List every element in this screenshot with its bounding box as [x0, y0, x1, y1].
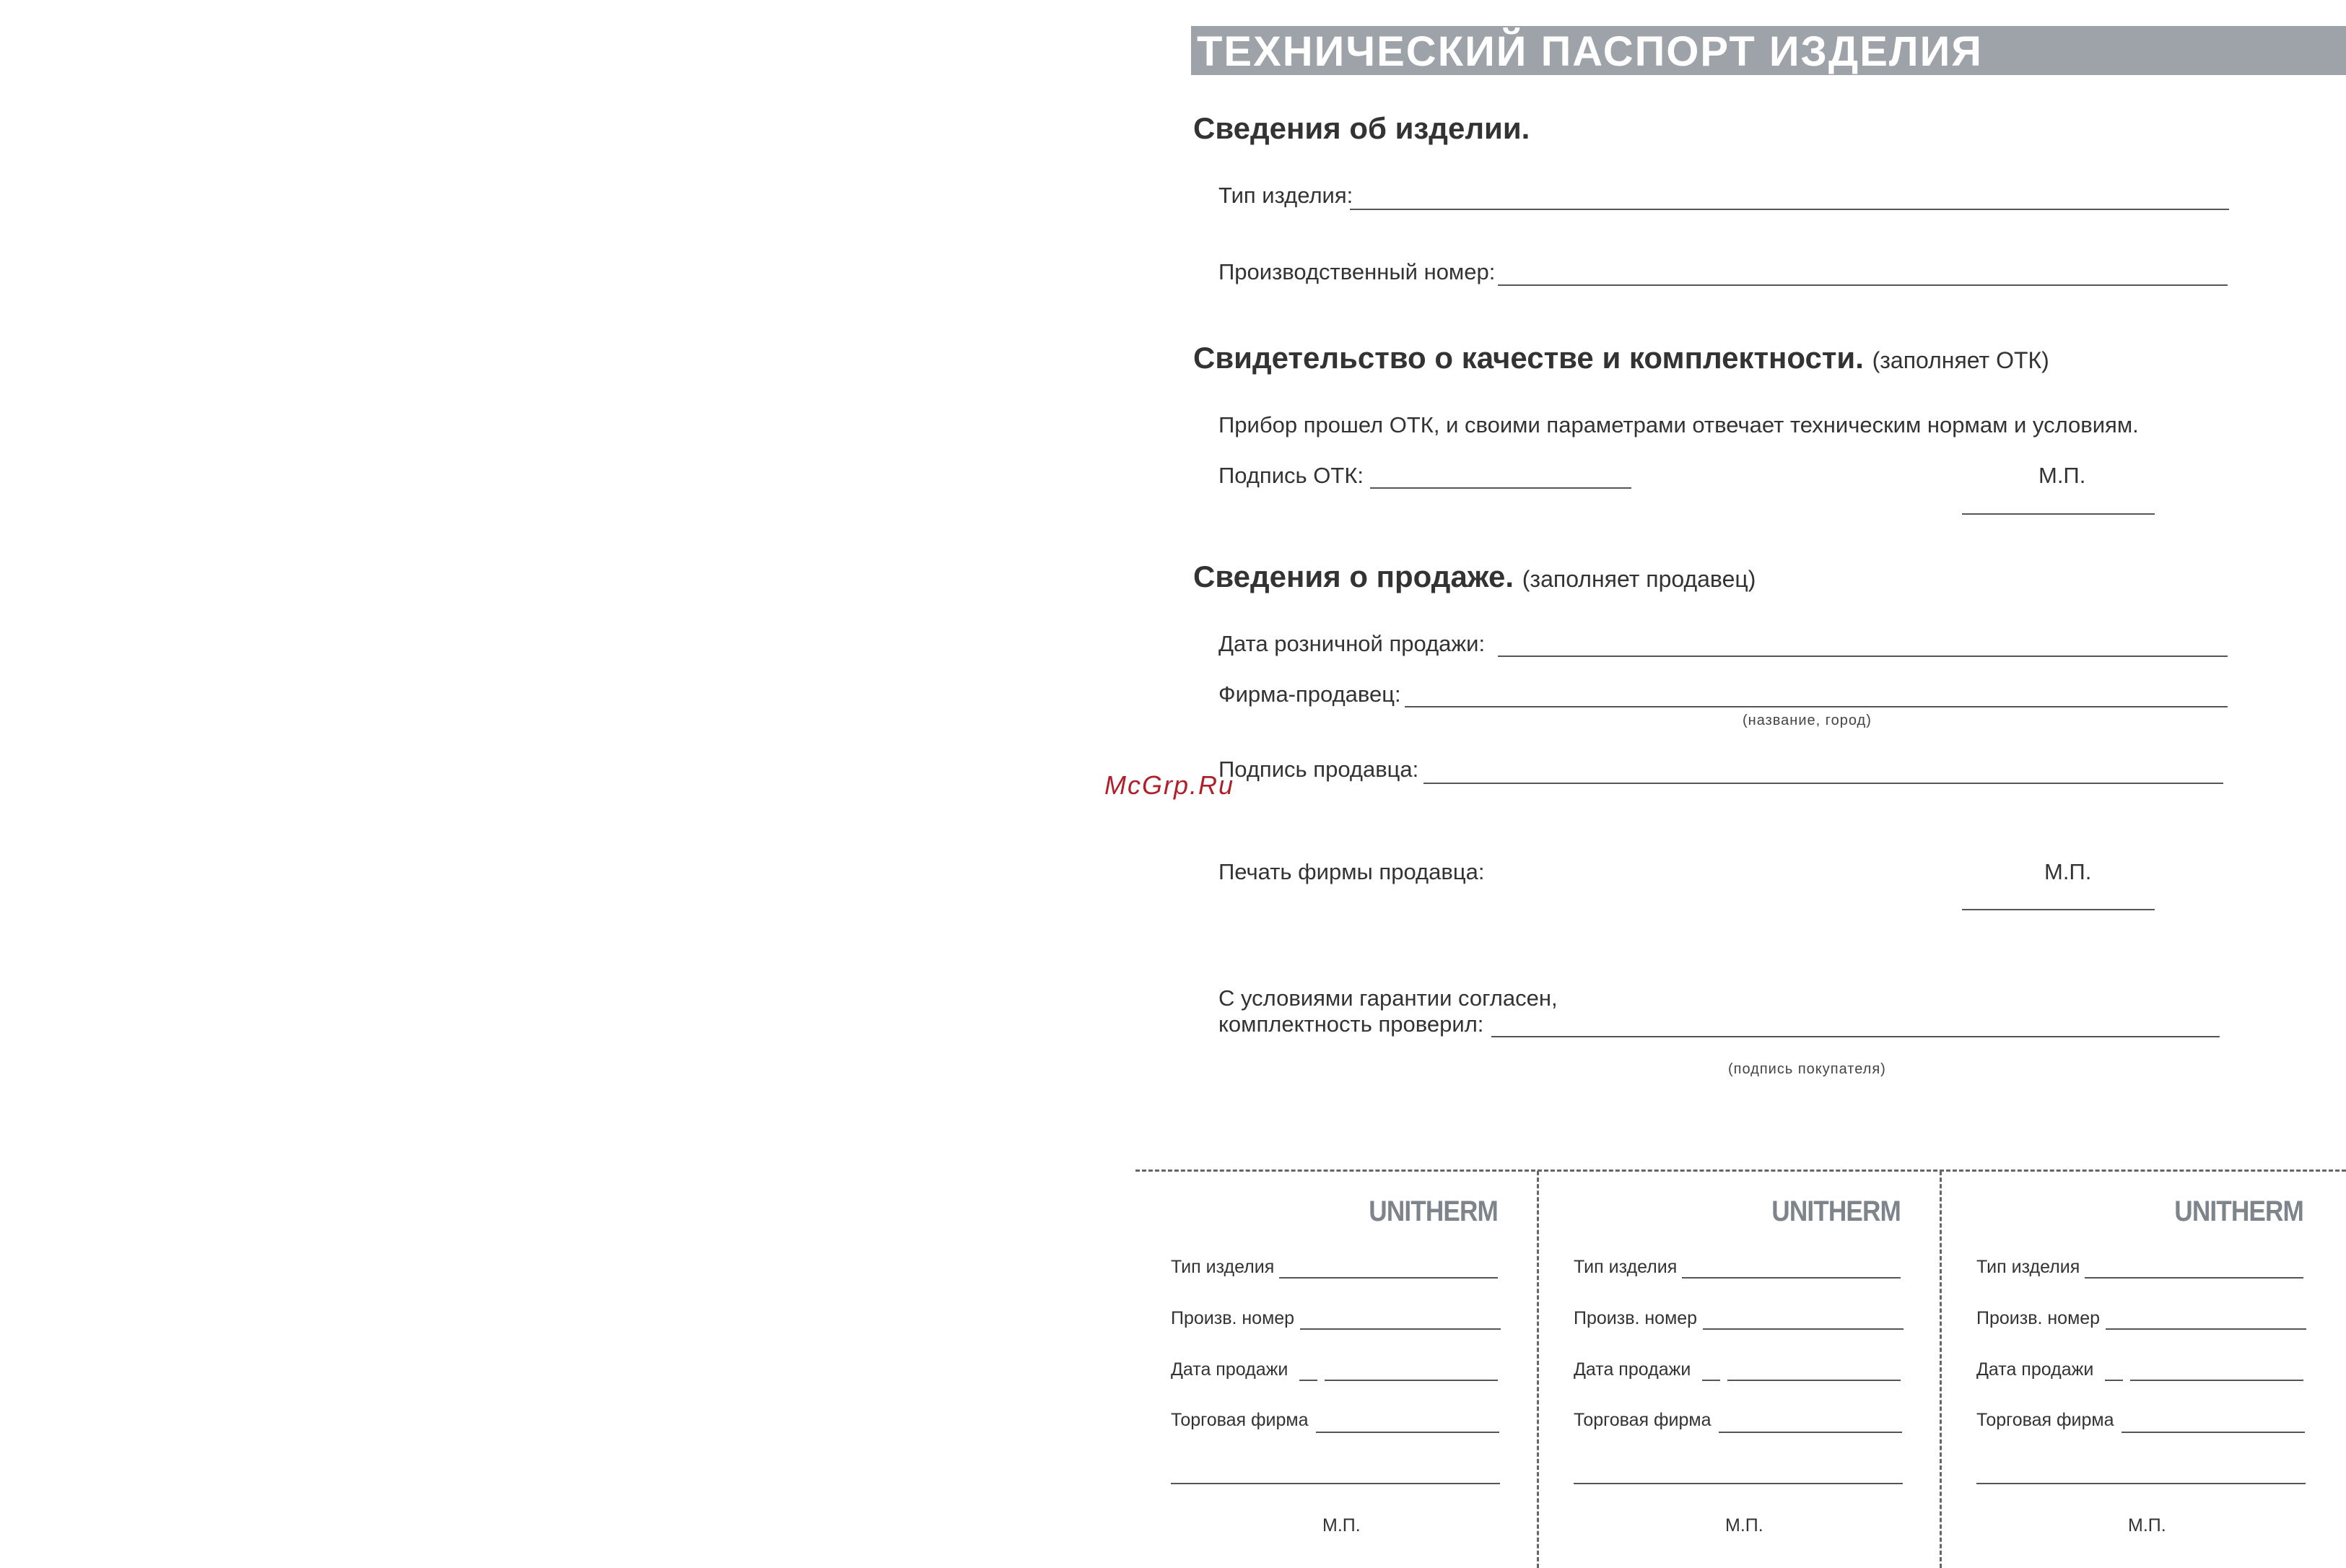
section-sale-title: Сведения о продаже.	[1193, 559, 1514, 593]
buyer-signature-line[interactable]	[1491, 1036, 2220, 1037]
coupon-type-label: Тип изделия	[1574, 1257, 1678, 1277]
cut-line-vertical-2	[1940, 1171, 1942, 1568]
page-title: ТЕХНИЧЕСКИЙ ПАСПОРТ ИЗДЕЛИЯ	[1197, 28, 1983, 75]
coupon-serial-line[interactable]	[1300, 1328, 1501, 1330]
agree-line-1: С условиями гарантии согласен,	[1218, 985, 1558, 1011]
section-sale-heading	[1193, 559, 1756, 594]
coupon-date-label: Дата продажи	[1171, 1359, 1288, 1380]
section-sale-note: (заполняет продавец)	[1522, 566, 1756, 592]
coupon-date-short-line[interactable]	[2105, 1380, 2123, 1381]
type-label: Тип изделия:	[1218, 183, 1353, 208]
section-info-heading: Сведения об изделии.	[1193, 111, 1530, 145]
buyer-signature-caption: (подпись покупателя)	[1728, 1061, 1886, 1077]
unitherm-logo: UNITHERM	[1369, 1195, 1498, 1227]
coupon-firm-line[interactable]	[1719, 1432, 1902, 1433]
coupon-firm-label: Торговая фирма	[1171, 1410, 1309, 1430]
otk-signature-line[interactable]	[1370, 487, 1631, 489]
coupon-date-line[interactable]	[2130, 1380, 2303, 1381]
coupon-date-short-line[interactable]	[1702, 1380, 1720, 1381]
coupon-date-short-line[interactable]	[1299, 1380, 1317, 1381]
sale-date-line[interactable]	[1498, 655, 2228, 657]
coupon-serial-line[interactable]	[1703, 1328, 1904, 1330]
seller-firm-line[interactable]	[1405, 706, 2228, 707]
unitherm-logo: UNITHERM	[1771, 1195, 1901, 1227]
quality-statement: Прибор прошел ОТК, и своими параметрами отвечает техническим нормам и условиям.	[1218, 412, 2139, 437]
coupon-firm-label: Торговая фирма	[1976, 1410, 2114, 1430]
coupon-firm-line[interactable]	[2122, 1432, 2305, 1433]
coupon-serial-line[interactable]	[2106, 1328, 2306, 1330]
otk-stamp-label: М.П.	[2038, 463, 2086, 488]
agree-line-2: комплектность проверил:	[1218, 1011, 1484, 1037]
coupon-date-label: Дата продажи	[1976, 1359, 2094, 1380]
coupon-date-line[interactable]	[1325, 1380, 1498, 1381]
coupon-stamp-label: М.П.	[1725, 1515, 1763, 1536]
sale-date-label: Дата розничной продажи:	[1218, 631, 1486, 656]
unitherm-logo: UNITHERM	[2174, 1195, 2303, 1227]
coupon-type-label: Тип изделия	[1976, 1257, 2080, 1277]
seller-stamp-line[interactable]	[1962, 909, 2155, 910]
section-quality-heading	[1193, 341, 2049, 375]
seller-mp-label: М.П.	[2044, 859, 2092, 884]
coupon-firm-label: Торговая фирма	[1574, 1410, 1711, 1430]
section-quality-title: Свидетельство о качестве и комплектности.	[1193, 341, 1864, 375]
otk-stamp-line[interactable]	[1962, 513, 2155, 515]
coupon-type-line[interactable]	[2085, 1277, 2303, 1279]
seller-firm-caption: (название, город)	[1743, 713, 1872, 728]
coupon-serial-label: Произв. номер	[1574, 1308, 1698, 1328]
coupon-stamp-label: М.П.	[1322, 1515, 1361, 1536]
seller-stamp-label: Печать фирмы продавца:	[1218, 859, 1485, 884]
coupon-extra-line[interactable]	[1574, 1483, 1903, 1484]
seller-signature-label: Подпись продавца:	[1218, 757, 1419, 782]
seller-signature-line[interactable]	[1423, 783, 2223, 784]
coupon-date-label: Дата продажи	[1574, 1359, 1691, 1380]
coupon-extra-line[interactable]	[1171, 1483, 1500, 1484]
coupon-extra-line[interactable]	[1976, 1483, 2306, 1484]
watermark: McGrp.Ru	[1104, 770, 1235, 800]
coupon-stamp-label: М.П.	[2128, 1515, 2166, 1536]
cut-line-horizontal	[1135, 1170, 2346, 1172]
otk-signature-label: Подпись ОТК:	[1218, 463, 1364, 488]
seller-firm-label: Фирма-продавец:	[1218, 681, 1401, 707]
coupon-serial-label: Произв. номер	[1976, 1308, 2101, 1328]
serial-field-line[interactable]	[1498, 284, 2228, 286]
coupon-type-label: Тип изделия	[1171, 1257, 1275, 1277]
serial-label: Производственный номер:	[1218, 259, 1496, 284]
coupon-type-line[interactable]	[1682, 1277, 1901, 1279]
type-field-line[interactable]	[1350, 209, 2229, 210]
coupon-type-line[interactable]	[1279, 1277, 1498, 1279]
section-quality-note: (заполняет ОТК)	[1872, 347, 2049, 373]
coupon-firm-line[interactable]	[1316, 1432, 1499, 1433]
coupon-serial-label: Произв. номер	[1171, 1308, 1295, 1328]
coupon-date-line[interactable]	[1727, 1380, 1901, 1381]
cut-line-vertical-1	[1537, 1171, 1539, 1568]
